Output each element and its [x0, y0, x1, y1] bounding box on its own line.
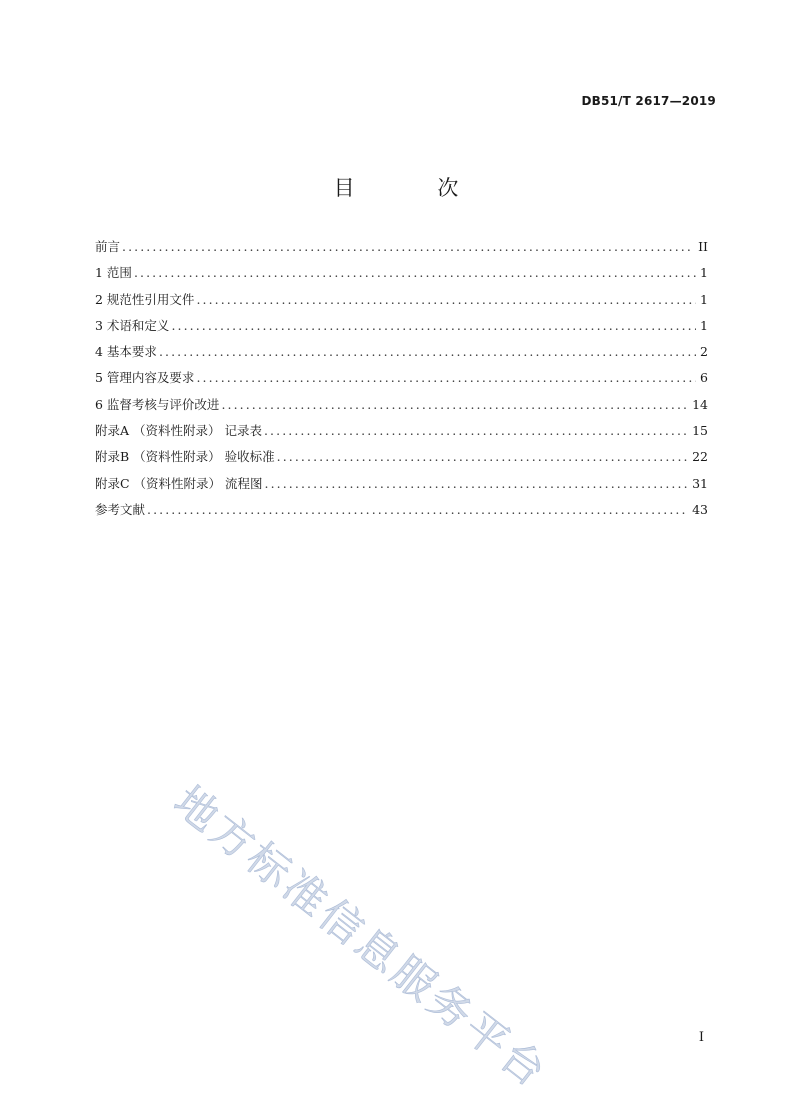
toc-page-number: 6: [700, 370, 708, 386]
toc-page-number: 1: [700, 317, 708, 333]
toc-entry-foreword[interactable]: [95, 237, 708, 263]
toc-entry-scope[interactable]: [95, 263, 708, 289]
toc-dot-leader: [277, 449, 688, 464]
toc-page-number: 31: [692, 475, 708, 491]
toc-label: 参考文献: [95, 501, 146, 517]
toc-entry-supervision-evaluation[interactable]: [95, 395, 708, 421]
toc-label: 4 基本要求: [95, 344, 157, 360]
toc-dot-leader: [221, 397, 688, 412]
toc-label: 附录A （资料性附录） 记录表: [95, 423, 262, 439]
toc-dot-leader: [147, 502, 688, 517]
toc-label: 附录C （资料性附录） 流程图: [95, 475, 263, 491]
toc-page-number: 22: [692, 449, 708, 465]
toc-entry-normative-references[interactable]: [95, 290, 708, 316]
toc-page-number: 2: [700, 344, 708, 360]
toc-entry-terms-definitions[interactable]: [95, 316, 708, 342]
toc-page-number: 1: [700, 291, 708, 307]
toc-page-number: 15: [692, 423, 708, 439]
toc-page-number: II: [698, 239, 708, 254]
toc-label: 5 管理内容及要求: [95, 370, 195, 386]
toc-entry-basic-requirements[interactable]: [95, 342, 708, 368]
toc-page-number: 14: [692, 396, 708, 412]
toc-entry-appendix-c[interactable]: [95, 474, 708, 500]
table-of-contents: [95, 237, 708, 526]
toc-dot-leader: [196, 292, 696, 307]
toc-dot-leader: [122, 239, 694, 254]
toc-entry-bibliography[interactable]: [95, 500, 708, 526]
toc-label: 3 术语和定义: [95, 317, 170, 333]
toc-dot-leader: [264, 423, 688, 438]
toc-entry-appendix-a[interactable]: [95, 421, 708, 447]
toc-dot-leader: [134, 265, 696, 280]
toc-dot-leader: [196, 370, 696, 385]
toc-label: 附录B （资料性附录） 验收标准: [95, 449, 275, 465]
toc-label: 1 范围: [95, 265, 132, 281]
page-title: 目 次: [333, 176, 497, 200]
toc-page-number: 1: [700, 265, 708, 281]
page-number: I: [698, 1030, 704, 1045]
toc-dot-leader: [159, 344, 696, 359]
toc-page-number: 43: [692, 501, 708, 517]
watermark: 地方标准信息服务平台: [164, 776, 558, 1099]
toc-label: 前言: [95, 239, 121, 254]
standard-code: DB51/T 2617—2019: [581, 94, 716, 108]
toc-entry-management-content[interactable]: [95, 368, 708, 394]
toc-dot-leader: [171, 318, 696, 333]
toc-label: 2 规范性引用文件: [95, 291, 195, 307]
toc-label: 6 监督考核与评价改进: [95, 396, 220, 412]
toc-dot-leader: [265, 476, 689, 491]
toc-entry-appendix-b[interactable]: [95, 447, 708, 473]
